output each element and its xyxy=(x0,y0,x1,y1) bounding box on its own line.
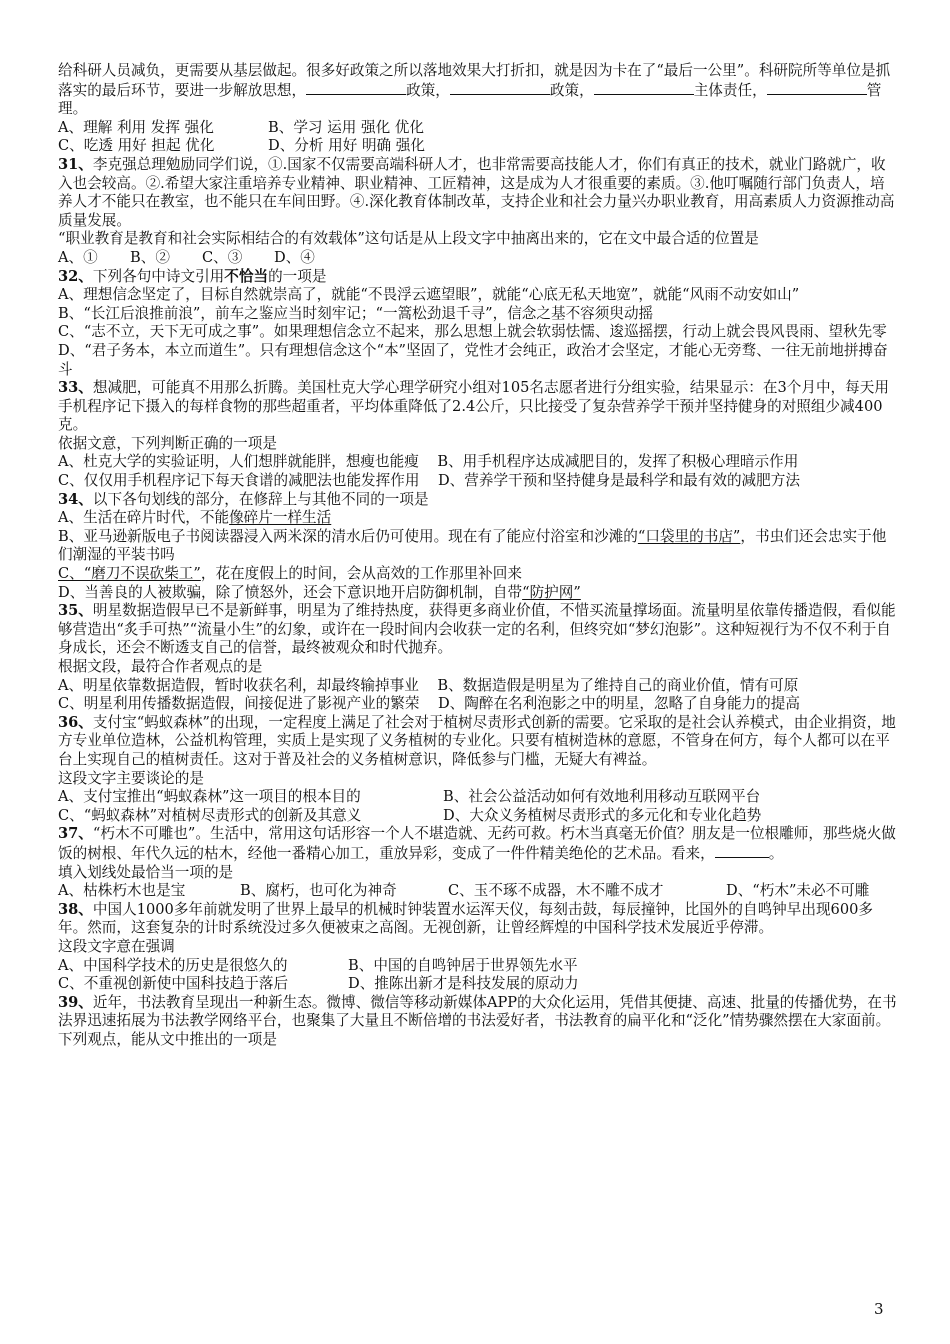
q37-option-c: C、玉不琢不成器，木不雕不成才 xyxy=(448,882,664,900)
q38-option-b: B、中国的自鸣钟居于世界领先水平 xyxy=(348,956,578,974)
q32-option-b: B、“长江后浪推前浪”，前车之鉴应当时刻牢记；“一篙松劲退千寻”，信念之基不容须臾动摇 xyxy=(58,304,654,322)
q34-option-d-text: D、当善良的人被欺骗，除了愤怒外，还会下意识地开启防御机制，自带 xyxy=(58,583,523,601)
q33-stem-text: 想减肥，可能真不用那么折腾。美国杜克大学心理学研究小组对105名志愿者进行分组实验，结果显示：在3个月中，每天用手机程序记下摄入的每样食物的那些超重者，平均体重降低了2.4公斤，只比接受了复杂营养学干预并坚持健身的对照组少减400克。 xyxy=(58,379,889,434)
q35-stem xyxy=(58,602,898,658)
q30-stem-text: 给科研人员减负，更需要从基层做起。很多好政策之所以落地效果大打折扣，就是因为卡在了“最后一公里”。科研院所等单位是抓落实的最后环节，要进一步解放思想， xyxy=(58,62,891,99)
q30-stem-b: 政策， xyxy=(406,81,450,99)
q31-option-b: B、② xyxy=(130,248,170,266)
q37-option-b: B、腐朽，也可化为神奇 xyxy=(240,882,397,900)
q34-option-b-rest: ，书虫们还会忠实于他们潮湿的平装书吗 xyxy=(58,527,887,564)
q30-option-a: A、理解 利用 发挥 强化 xyxy=(58,118,214,136)
q38-option-d: D、推陈出新才是科技发展的原动力 xyxy=(348,975,579,993)
q33-number: 33、 xyxy=(58,379,93,397)
q37-question: 填入划线处最恰当一项的是 xyxy=(58,863,234,881)
q35-option-a: A、明星依靠数据造假，暂时收获名利，却最终输掉事业 xyxy=(58,676,419,694)
q34-option-b xyxy=(58,528,898,565)
q35-option-c: C、明星利用传播数据造假，间接促进了影视产业的繁荣 xyxy=(58,695,420,713)
q33-option-a: A、杜克大学的实验证明，人们想胖就能胖，想瘦也能瘦 xyxy=(58,453,419,471)
q39-question: 下列观点，能从文中推出的一项是 xyxy=(58,1030,277,1048)
q37-stem xyxy=(58,825,898,863)
q33-option-c: C、仅仅用手机程序记下每天食谱的减肥法也能发挥作用 xyxy=(58,472,420,490)
q33-option-d: D、营养学干预和坚持健身是最科学和最有效的减肥方法 xyxy=(437,472,800,490)
q37-stem-text: “朽木不可雕也”。生活中，常用这句话形容一个人不堪造就、无药可救。朽木当真毫无价值？朋友是一位根雕师，那些烧火做饭的树根、年代久远的枯木，经他一番精心加工，重放异彩，变成了一件件精美绝伦的艺术品。看来， xyxy=(58,825,896,862)
q38-question: 这段文字意在强调 xyxy=(58,937,175,955)
q31-question: “职业教育是教育和社会实际相结合的有效载体”这句话是从上段文字中抽离出来的，它在文中最合适的位置是 xyxy=(58,230,759,248)
q36-stem xyxy=(58,714,898,770)
q36-options-row1 xyxy=(58,788,898,807)
page-number: 3 xyxy=(874,1300,884,1318)
q32-number: 32、 xyxy=(58,267,93,285)
q36-option-c: C、“蚂蚁森林”对植树尽责形式的创新及其意义 xyxy=(58,806,362,824)
q30-option-c: C、吃透 用好 担起 优化 xyxy=(58,137,215,155)
q37-blank xyxy=(715,844,769,858)
q34-option-a-underlined: 像碎片一样生活 xyxy=(229,509,332,527)
q30-blank-4 xyxy=(767,81,867,95)
q30-option-b: B、学习 运用 强化 优化 xyxy=(268,118,424,136)
q36-option-b: B、社会公益活动如何有效地利用移动互联网平台 xyxy=(443,788,761,806)
q31-stem-text: 李克强总理勉励同学们说，①.国家不仅需要高端科研人才，也非常需要高技能人才，你们有真正的技术，就业门路就广，收入也会较高。②.希望大家注重培养专业精神、职业精神、工匠精神，这是成为人才很重要的素质。③.他叮嘱随行部门负责人，培养人才不能只在教室，也不能只在车间田野。④.深化教育体制改革，支持企业和社会力量兴办职业教育，用高素质人力资源推动高质量发展。 xyxy=(58,155,895,229)
q36-question: 这段文字主要谈论的是 xyxy=(58,769,204,787)
q35-option-b: B、数据造假是明星为了维持自己的商业价值，情有可原 xyxy=(437,676,799,694)
q31-option-d: D、④ xyxy=(274,248,315,266)
q38-option-a: A、中国科学技术的历史是很悠久的 xyxy=(58,956,288,974)
q33-option-b: B、用手机程序达成减肥目的，发挥了积极心理暗示作用 xyxy=(437,453,799,471)
q35-option-d: D、陶醉在名利泡影之中的明星，忽略了自身能力的提高 xyxy=(437,695,800,713)
q35-stem-text: 明星数据造假早已不是新鲜事，明星为了维持热度，获得更多商业价值，不惜买流量撑场面。流量明星依靠传播造假，看似能够营造出“炙手可热”“流量小生”的幻象，或许在一段时间内会收获一定的名利，但终究如“梦幻泡影”。这种短视行为不仅不利于自身成长，还会不断透支自己的信誉，最终被观众和时代抛弃。 xyxy=(58,602,896,657)
q33-stem xyxy=(58,379,898,435)
q30-stem-d: 主体责任， xyxy=(693,81,767,99)
q30-stem-c: 政策， xyxy=(549,81,594,99)
q34-option-a xyxy=(58,509,898,528)
q32-option-a: A、理想信念坚定了，目标自然就崇高了，就能“不畏浮云遮望眼”，就能“心底无私天地宽”，就能“风雨不动安如山” xyxy=(58,286,800,304)
q32-stem xyxy=(58,268,898,287)
q34-option-c-underlined: C、“磨刀不误砍柴工” xyxy=(58,565,201,583)
q34-option-d-underlined: “防护网” xyxy=(522,583,581,601)
q31-options xyxy=(58,249,898,268)
q31-number: 31、 xyxy=(58,155,93,173)
q36-stem-text: 支付宝“蚂蚁森林”的出现，一定程度上满足了社会对于植树尽责形式创新的需要。它采取的是社会认养模式，由企业捐资，地方专业单位造林，公益机构管理，实质上是实现了义务植树的专业化。只要有植树造林的意愿，不管身在何方，每个人都可以在平台上实现自己的植树责任。这对于普及社会的义务植树意识，降低参与门槛，无疑大有裨益。 xyxy=(58,713,896,768)
q34-stem-text: 以下各句划线的部分，在修辞上与其他不同的一项是 xyxy=(92,490,429,508)
q32-stem-a: 下列各句中诗文引用 xyxy=(92,267,225,285)
q33-question: 依据文意，下列判断正确的一项是 xyxy=(58,434,277,452)
q30-blank-3 xyxy=(594,81,694,95)
q36-option-a: A、支付宝推出“蚂蚁森林”这一项目的根本目的 xyxy=(58,788,361,806)
q32-stem-b: 的一项是 xyxy=(268,267,327,285)
q38-options-row2 xyxy=(58,975,898,994)
q36-option-d: D、大众义务植树尽责形式的多元化和专业化趋势 xyxy=(443,806,762,824)
q39-number: 39、 xyxy=(58,993,93,1011)
q37-stem-end: 。 xyxy=(768,844,784,862)
q37-option-d: D、“朽木”未必不可雕 xyxy=(726,882,870,900)
q30-stem-e: 管理。 xyxy=(58,81,882,118)
q35-options-ab xyxy=(58,677,898,696)
q33-options-cd xyxy=(58,472,898,491)
q34-number: 34、 xyxy=(58,490,93,508)
q32-option-c: C、“志不立，天下无可成之事”。如果理想信念立不起来，那么思想上就会软弱怯懦、逡巡摇摆，行动上就会畏风畏雨、望秋先零 xyxy=(58,323,887,341)
document-page xyxy=(58,62,898,1049)
q34-option-d xyxy=(58,584,898,603)
q31-stem xyxy=(58,156,898,230)
q30-option-d: D、分析 用好 明确 强化 xyxy=(268,137,425,155)
q32-option-d: D、“君子务本，本立而道生”。只有理想信念这个“本”坚固了，党性才会纯正，政治才会坚定，才能心无旁骛、一往无前地拼搏奋斗 xyxy=(58,341,888,378)
q33-options-ab xyxy=(58,453,898,472)
q30-blank-2 xyxy=(450,81,550,95)
q38-options-row1 xyxy=(58,957,898,976)
q36-number: 36、 xyxy=(58,713,93,731)
q31-option-c: C、③ xyxy=(202,248,243,266)
q34-option-c xyxy=(58,565,898,584)
q36-options-row2 xyxy=(58,807,898,826)
q30-options-row1 xyxy=(58,119,898,138)
q34-option-c-rest: ，花在度假上的时间，会从高效的工作那里补回来 xyxy=(200,565,522,583)
q35-number: 35、 xyxy=(58,602,93,620)
q37-options xyxy=(58,882,898,901)
q38-stem-text: 中国人1000多年前就发明了世界上最早的机械时钟装置水运浑天仪，每刻击鼓，每辰撞钟，比国外的自鸣钟早出现600多年。然而，这套复杂的计时系统没过多久便被束之高阁。无视创新，让曾经辉煌的中国科学技术发展近乎停滞。 xyxy=(58,900,873,937)
q34-stem xyxy=(58,491,898,510)
q30-blank-1 xyxy=(306,81,406,95)
q38-stem xyxy=(58,901,898,938)
q35-question: 根据文段，最符合作者观点的是 xyxy=(58,658,263,675)
q34-option-b-text: B、亚马逊新版电子书阅读器浸入两米深的清水后仍可使用。现在有了能应付浴室和沙滩的 xyxy=(58,527,638,545)
q30-options-row2 xyxy=(58,137,898,156)
q34-option-b-underlined: “口袋里的书店” xyxy=(637,527,741,545)
q37-number: 37、 xyxy=(58,825,93,843)
q34-option-a-text: A、生活在碎片时代，不能 xyxy=(58,509,230,527)
q39-stem-text: 近年，书法教育呈现出一种新生态。微博、微信等移动新媒体APP的大众化运用，凭借其便捷、高速、批量的传播优势，在书法界迅速拓展为书法教学网络平台，也聚集了大量且不断倍增的书法爱好者，书法教育的扁平化和“泛化”情势骤然摆在大家面前。 xyxy=(58,993,897,1030)
q35-options-cd xyxy=(58,695,898,714)
q37-option-a: A、枯株朽木也是宝 xyxy=(58,882,186,900)
q30-stem xyxy=(58,62,898,119)
q32-stem-bold: 不恰当 xyxy=(224,267,269,285)
q38-number: 38、 xyxy=(58,900,93,918)
q38-option-c: C、不重视创新使中国科技趋于落后 xyxy=(58,975,289,993)
q39-stem xyxy=(58,994,898,1031)
q31-option-a: A、① xyxy=(58,248,98,266)
